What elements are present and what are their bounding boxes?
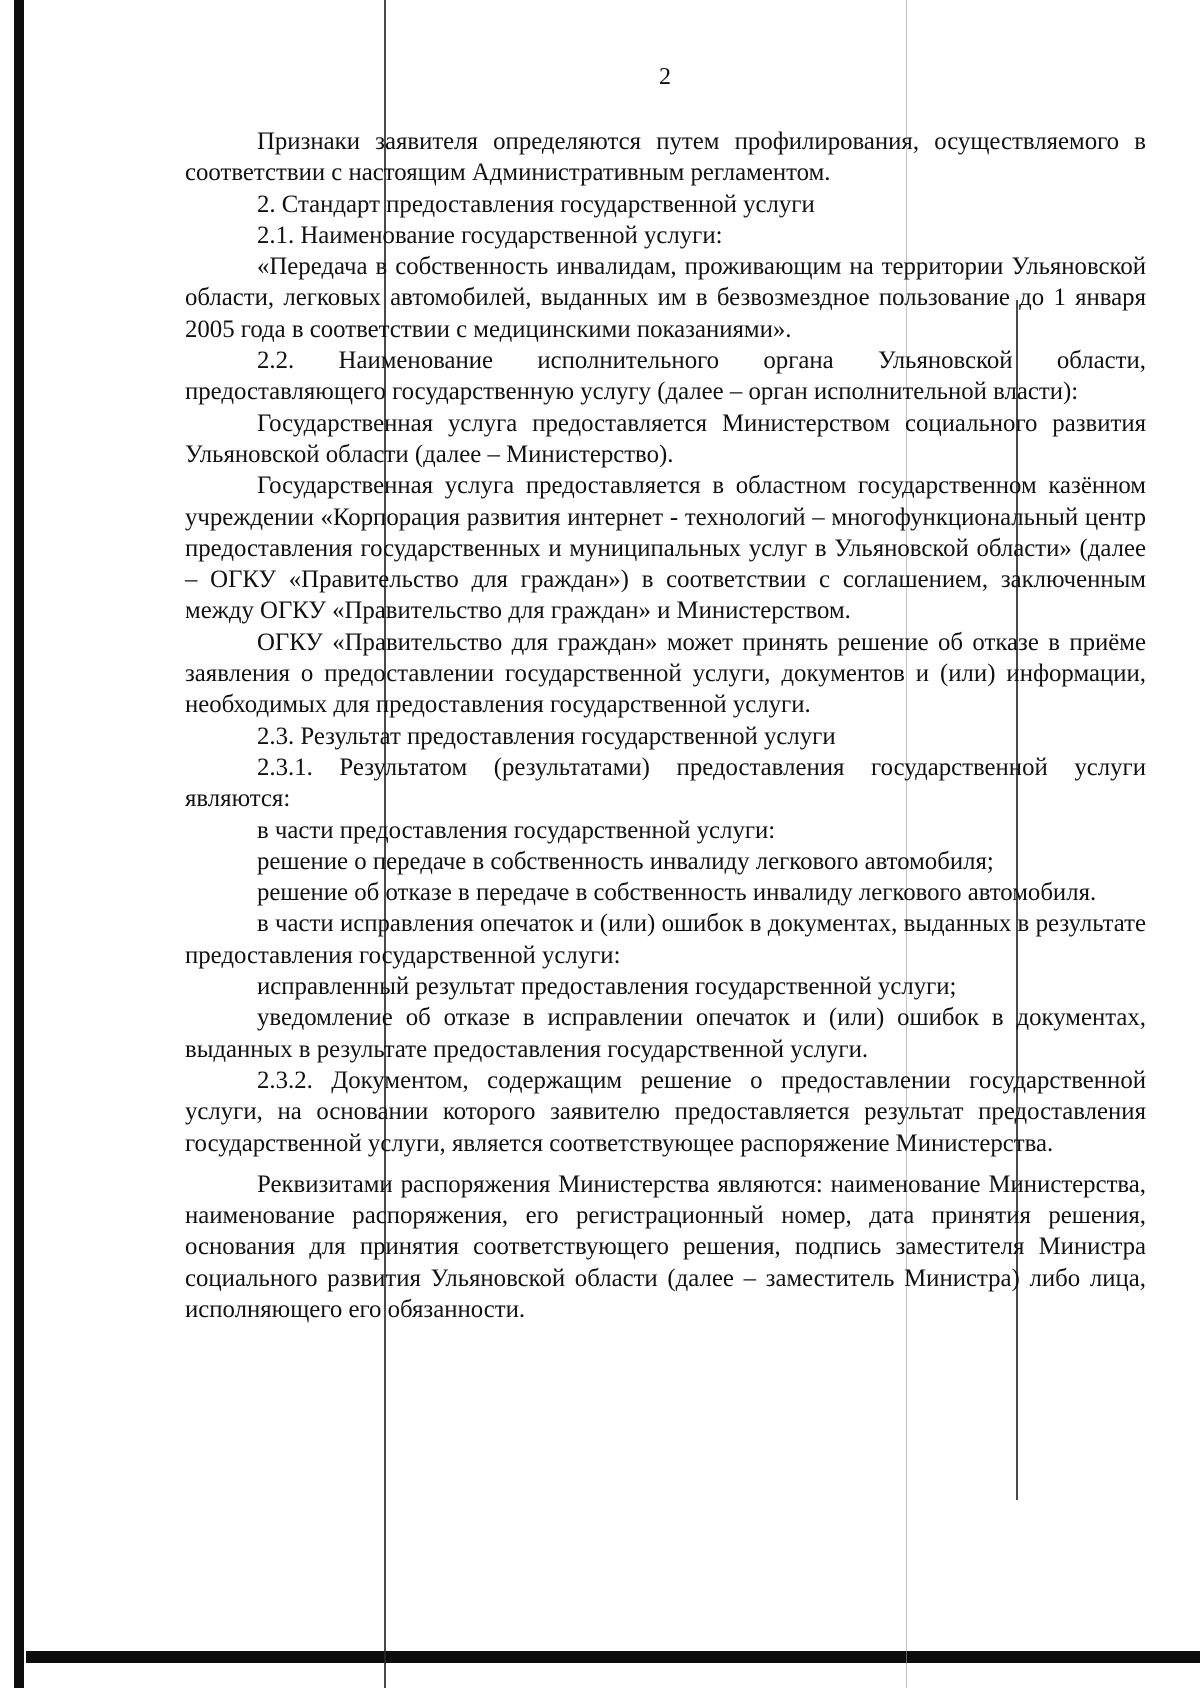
paragraph: в части предоставления государственной услуги: <box>257 816 776 844</box>
list-item: исправленный результат предоставления государственной услуги; <box>257 973 957 1001</box>
paragraph: Признаки заявителя определяются путем профилирования, осуществляемого в соответствии с настоящим Административным регламентом. <box>185 128 1146 187</box>
paragraph: Государственная услуга предоставляется Министерством социального развития Ульяновской области (далее – Министерство). <box>185 409 1146 468</box>
paragraph: в части исправления опечаток и (или) ошибок в документах, выданных в результате предоставления государственной услуги: <box>185 910 1146 969</box>
document-body <box>185 126 1146 1325</box>
subsection-heading: 2.3. Результат предоставления государственной услуги <box>257 722 836 750</box>
list-item: решение о передаче в собственность инвалиду легкового автомобиля; <box>257 847 994 875</box>
page-number: 2 <box>659 64 671 90</box>
paragraph: «Передача в собственность инвалидам, проживающим на территории Ульяновской области, легковых автомобилей, выданных им в безвозмездное пользование до 1 января 2005 года в соответствии с медицинскими показаниями». <box>185 253 1146 343</box>
list-item: уведомление об отказе в исправлении опечаток и (или) ошибок в документах, выданных в результате предоставления государственной услуги. <box>185 1004 1146 1063</box>
paragraph: Государственная услуга предоставляется в областном государственном казённом учреждении «Корпорация развития интернет - технологий – многофункциональный центр предоставления государственных и муниципальных услуг в Ульяновской области» (далее – ОГКУ «Правительство для граждан») в соответствии с соглашением, заключенным между ОГКУ «Правительство для граждан» и Министерством. <box>185 472 1146 625</box>
subsection-heading: 2.1. Наименование государственной услуги: <box>257 221 723 249</box>
paragraph: Реквизитами распоряжения Министерства являются: наименование Министерства, наименование распоряжения, его регистрационный номер, дата принятия решения, основания для принятия соответствующего решения, подпись заместителя Министра социального развития Ульяновской области (далее – заместитель Министра) либо лица, исполняющего его обязанности. <box>185 1170 1146 1323</box>
section-heading: 2. Стандарт предоставления государственной услуги <box>257 190 815 218</box>
paragraph: ОГКУ «Правительство для граждан» может принять решение об отказе в приёме заявления о предоставлении государственной услуги, документов и (или) информации, необходимых для предоставления государственной услуги. <box>185 628 1146 719</box>
paragraph: 2.3.2. Документом, содержащим решение о предоставлении государственной услуги, на основании которого заявителю предоставляется результат предоставления государственной услуги, является соответствующее распоряжение Министерства. <box>185 1066 1146 1157</box>
list-item: решение об отказе в передаче в собственность инвалиду легкового автомобиля. <box>257 879 1097 907</box>
scan-edge-left <box>14 0 24 1688</box>
scan-edge-bottom <box>26 1651 1200 1663</box>
paragraph: 2.2. Наименование исполнительного органа Ульяновской области, предоставляющего государственную услугу (далее – орган исполнительной власти): <box>185 347 1146 406</box>
paragraph: 2.3.1. Результатом (результатами) предоставления государственной услуги являются: <box>185 753 1146 813</box>
